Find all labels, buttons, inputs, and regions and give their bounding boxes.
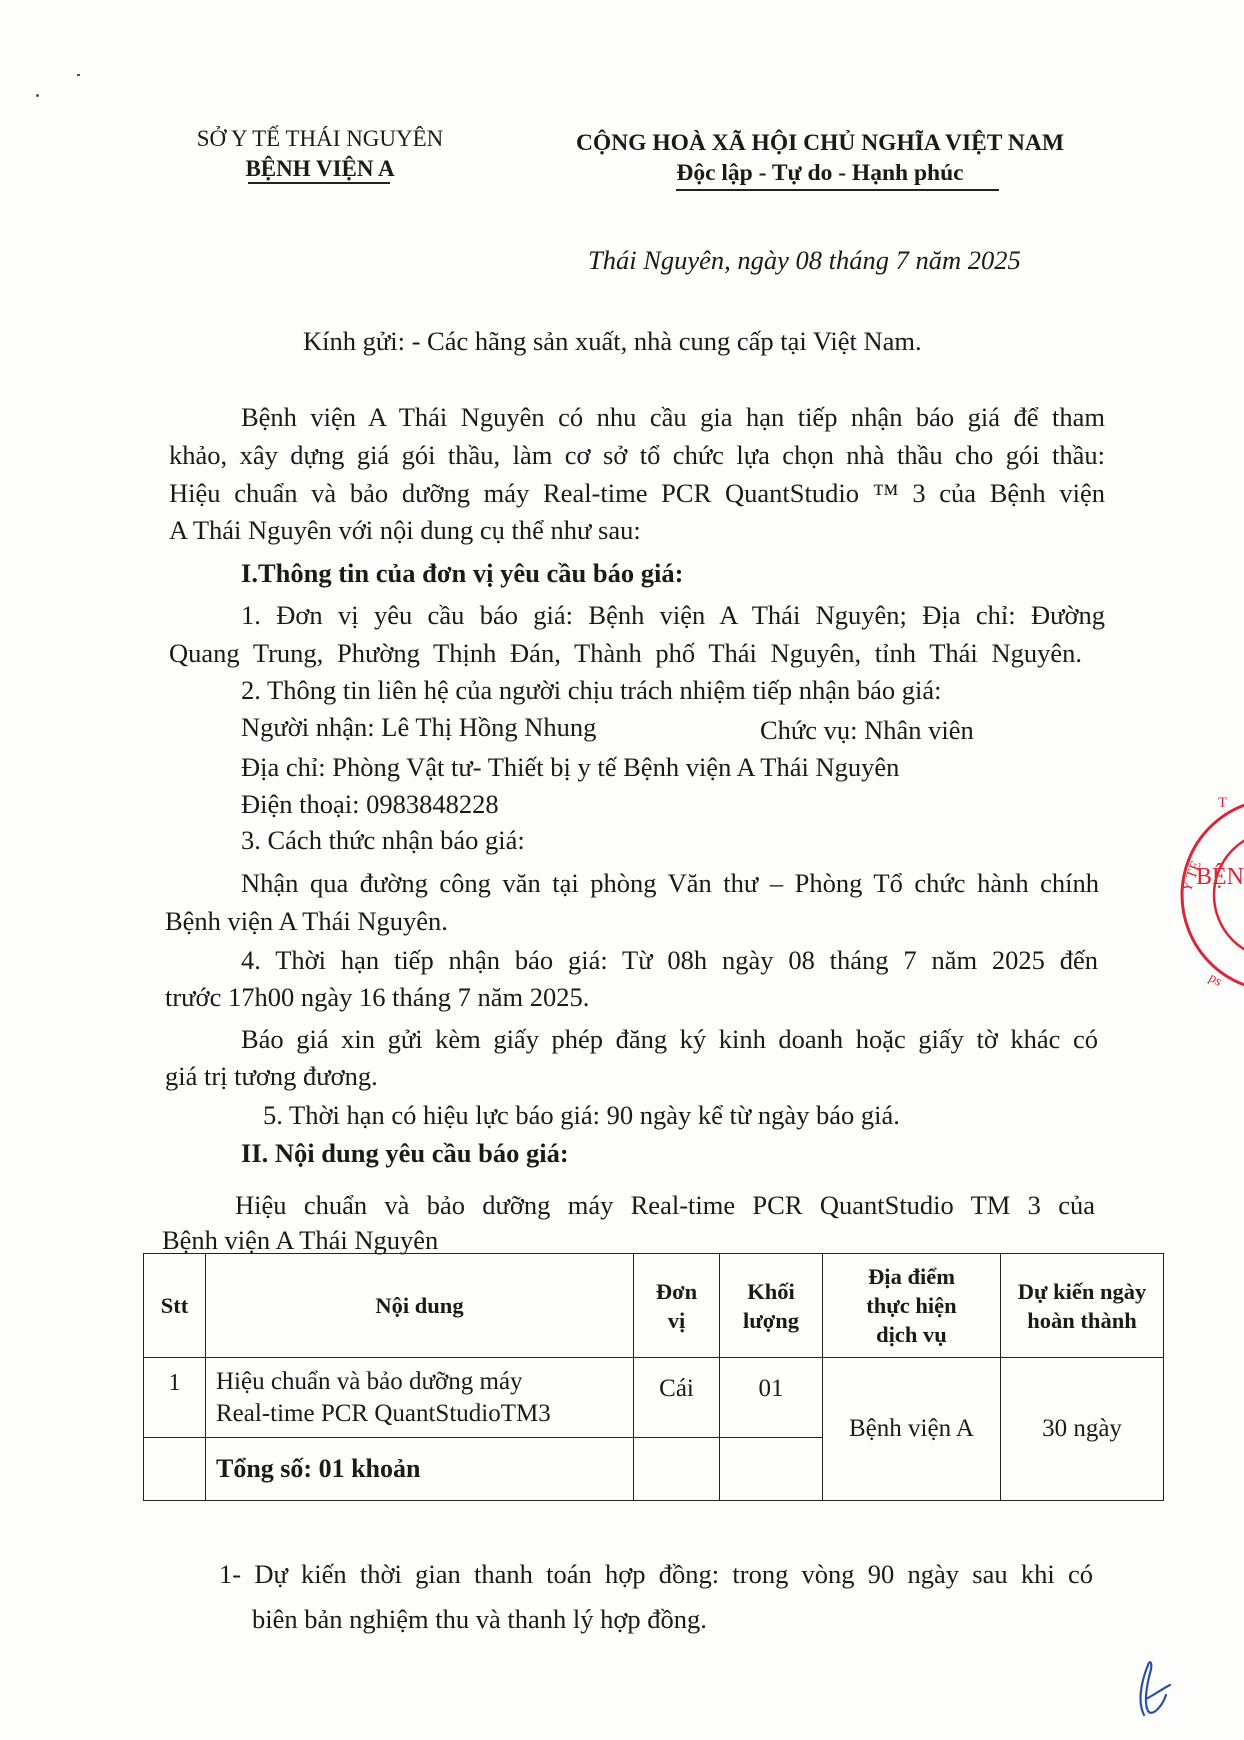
section-2-desc-line-1: Hiệu chuẩn và bảo dưỡng máy Real-time PCR QuantStudio TM 3 của: [235, 1190, 1095, 1220]
row-1-stt: 1: [144, 1358, 206, 1438]
section-1-item-1-line-1: 1. Đơn vị yêu cầu báo giá: Bệnh viện A Thái Nguyên; Địa chỉ: Đường: [241, 600, 1105, 630]
section-2-desc-line-2: Bệnh viện A Thái Nguyên: [162, 1225, 439, 1255]
header-unit: [634, 1254, 720, 1358]
initial-signature-icon: [1126, 1655, 1176, 1725]
header-unit-line-1: Đơn: [655, 1278, 698, 1304]
stamp-text: BỆN: [1196, 864, 1244, 890]
svg-text:ps: ps: [1206, 970, 1225, 990]
header-content: Nội dung: [206, 1254, 634, 1358]
hospital-stamp-icon: [1168, 795, 1228, 995]
note-line-2: giá trị tương đương.: [165, 1061, 378, 1091]
section-1-item-2: 2. Thông tin liên hệ của người chịu trách nhiệm tiếp nhận báo giá:: [241, 675, 942, 705]
section-1-item-3-line-1: Nhận qua đường công văn tại phòng Văn thư – Phòng Tổ chức hành chính: [241, 868, 1099, 898]
header-loc-line-3: dịch vụ: [876, 1322, 947, 1347]
national-name: CỘNG HOÀ XÃ HỘI CHỦ NGHĨA VIỆT NAM: [575, 130, 1065, 156]
header-completion: [1001, 1254, 1164, 1358]
issuer-block: [170, 124, 470, 184]
row-1-content-line-1: Hiệu chuẩn và bảo dưỡng máy: [216, 1367, 523, 1395]
intro-line-1: Bệnh viện A Thái Nguyên có nhu cầu gia hạn tiếp nhận báo giá để tham: [241, 402, 1105, 432]
intro-line-4: A Thái Nguyên với nội dung cụ thể như sau:: [169, 515, 641, 545]
motto-underline: [676, 189, 999, 191]
issuer-hospital: BỆNH VIỆN A: [245, 156, 395, 181]
header-qty-line-2: lượng: [743, 1307, 799, 1333]
national-motto: Độc lập - Tự do - Hạnh phúc: [676, 160, 964, 186]
header-quantity: [720, 1254, 823, 1358]
header-location: [823, 1254, 1001, 1358]
section-1-item-4-line-2: trước 17h00 ngày 16 tháng 7 năm 2025.: [165, 982, 590, 1012]
svg-text:T: T: [1218, 795, 1228, 811]
payment-line-2: biên bản nghiệm thu và thanh lý hợp đồng.: [252, 1604, 707, 1634]
issuer-underline: [248, 182, 390, 184]
svg-text:Y TẾ: Y TẾ: [1178, 858, 1205, 895]
recipient-phone: Điện thoại: 0983848228: [241, 789, 499, 819]
row-1-content-line-2: Real-time PCR QuantStudioTM3: [216, 1399, 551, 1427]
date-line: Thái Nguyên, ngày 08 tháng 7 năm 2025: [588, 245, 1021, 275]
row-1-location: Bệnh viện A: [823, 1358, 1001, 1501]
table-row: [144, 1358, 1164, 1438]
recipient-name: Người nhận: Lê Thị Hồng Nhung: [241, 712, 597, 742]
total-stt-cell: [144, 1438, 206, 1501]
table-total: Tổng số: 01 khoản: [206, 1438, 634, 1501]
header-stt: Stt: [144, 1254, 206, 1358]
recipient-address: Địa chỉ: Phòng Vật tư- Thiết bị y tế Bệnh viện A Thái Nguyên: [241, 752, 900, 782]
header-done-line-1: Dự kiến ngày: [1017, 1278, 1147, 1304]
header-unit-line-2: vị: [667, 1307, 686, 1333]
header-qty-line-1: Khối: [747, 1278, 795, 1304]
recipient-position: Chức vụ: Nhân viên: [760, 715, 974, 745]
row-1-content: [206, 1358, 634, 1438]
row-1-unit: Cái: [634, 1358, 720, 1438]
total-unit-cell: [634, 1438, 720, 1501]
total-qty-cell: [720, 1438, 823, 1501]
section-1-item-4-line-1: 4. Thời hạn tiếp nhận báo giá: Từ 08h ngày 08 tháng 7 năm 2025 đến: [241, 945, 1098, 975]
payment-line-1: 1- Dự kiến thời gian thanh toán hợp đồng: trong vòng 90 ngày sau khi có: [219, 1559, 1093, 1589]
section-1-item-3-line-2: Bệnh viện A Thái Nguyên.: [165, 906, 448, 936]
addressee: Kính gửi: - Các hãng sản xuất, nhà cung cấp tại Việt Nam.: [303, 326, 922, 356]
scan-speck: [77, 74, 80, 76]
intro-line-3: Hiệu chuẩn và bảo dưỡng máy Real-time PCR QuantStudio ™ 3 của Bệnh viện: [169, 478, 1105, 508]
row-1-completion: 30 ngày: [1001, 1358, 1164, 1501]
row-1-quantity: 01: [720, 1358, 823, 1438]
header-done-line-2: hoàn thành: [1027, 1307, 1137, 1333]
section-1-title: I.Thông tin của đơn vị yêu cầu báo giá:: [241, 558, 684, 588]
issuer-department: SỞ Y TẾ THÁI NGUYÊN: [196, 126, 444, 151]
scan-speck: [36, 94, 39, 97]
section-1-item-3: 3. Cách thức nhận báo giá:: [241, 825, 525, 855]
header-loc-line-2: thực hiện: [866, 1293, 957, 1318]
national-motto-block: [540, 128, 1100, 188]
section-1-item-5: 5. Thời hạn có hiệu lực báo giá: 90 ngày kể từ ngày báo giá.: [263, 1100, 900, 1130]
header-loc-line-1: Địa điểm: [868, 1264, 955, 1289]
section-1-item-1-line-2: Quang Trung, Phường Thịnh Đán, Thành phố Thái Nguyên, tỉnh Thái Nguyên.: [169, 638, 1082, 668]
table-header-row: [144, 1254, 1164, 1358]
note-line-1: Báo giá xin gửi kèm giấy phép đăng ký kinh doanh hoặc giấy tờ khác có: [241, 1024, 1098, 1054]
quote-table: [143, 1253, 1164, 1501]
intro-line-2: khảo, xây dựng giá gói thầu, làm cơ sở tổ chức lựa chọn nhà thầu cho gói thầu:: [169, 440, 1105, 470]
section-2-title: II. Nội dung yêu cầu báo giá:: [241, 1138, 569, 1168]
